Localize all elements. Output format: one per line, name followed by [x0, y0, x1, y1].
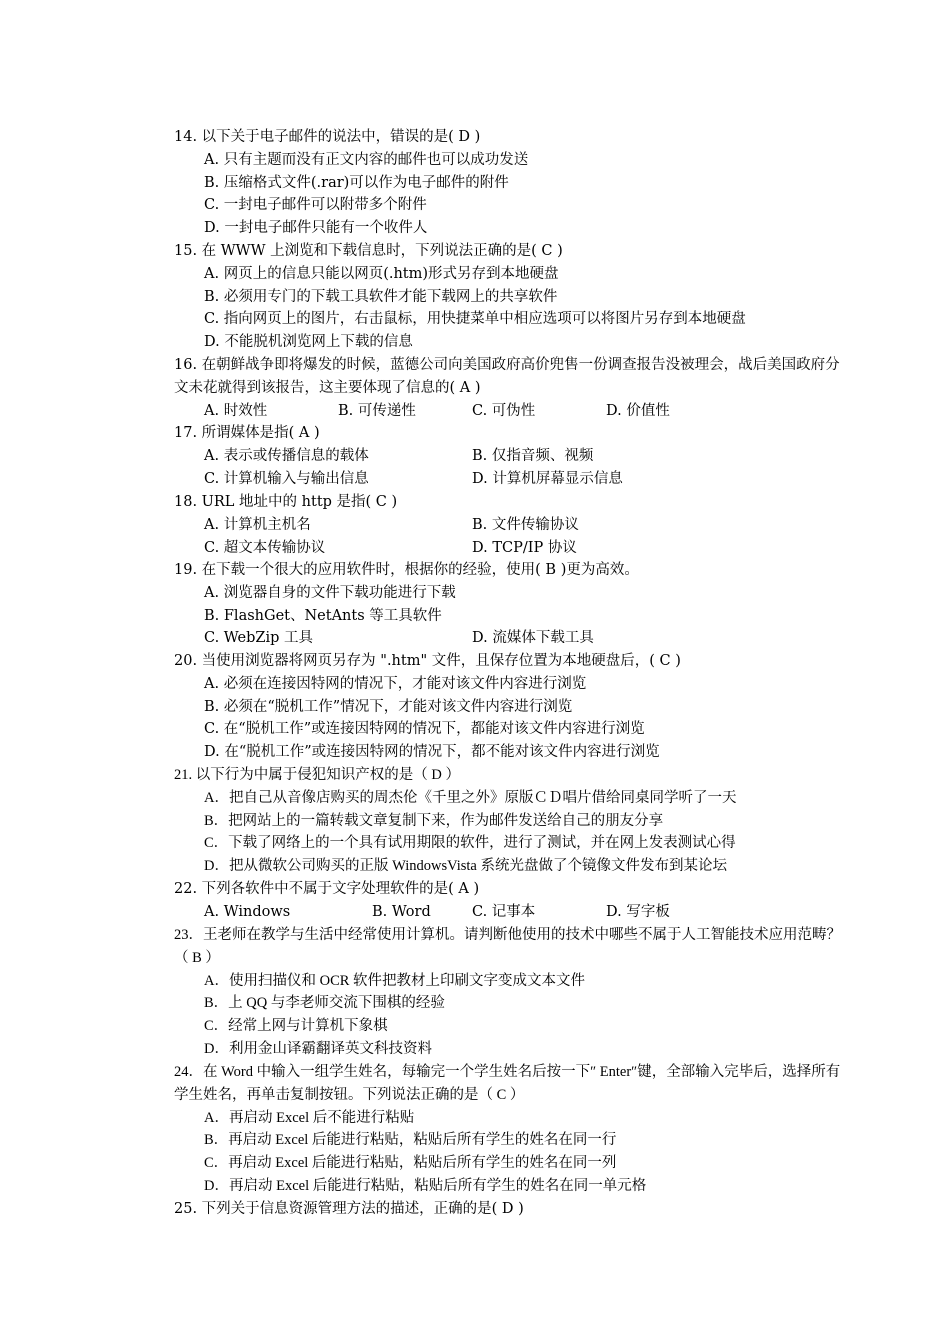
option-b: B．把网站上的一篇转载文章复制下来，作为邮件发送给自己的朋友分享 [204, 812, 664, 829]
option-a: A. 计算机主机名 [204, 516, 311, 533]
option-b: B. 可传递性 [338, 402, 416, 419]
option-a: A. 表示或传播信息的载体 [204, 447, 369, 464]
option-row [174, 901, 854, 924]
question-stem: 20. 当使用浏览器将网页另存为 ".htm" 文件，且保存位置为本地硬盘后，( C ) [174, 653, 681, 669]
question-25 [174, 1198, 854, 1221]
question-stem: 18. URL 地址中的 http 是指( C ) [174, 494, 398, 510]
option-a: A. 只有主题而没有正文内容的邮件也可以成功发送 [204, 151, 529, 168]
question-stem: 19. 在下载一个很大的应用软件时，根据你的经验，使用( B )更为高效。 [174, 562, 639, 578]
option-a: A. 浏览器自身的文件下载功能进行下载 [204, 584, 456, 601]
option-b: B. Word [372, 903, 431, 920]
option-row [174, 445, 854, 468]
question-stem: 23．王老师在教学与生活中经常使用计算机。请判断他使用的技术中哪些不属于人工智能技术应用范畴？（ B ） [174, 927, 841, 966]
question-stem: 15. 在 WWW 上浏览和下载信息时，下列说法正确的是( C ) [174, 243, 563, 259]
option-c: C. 在“脱机工作”或连接因特网的情况下，都能对该文件内容进行浏览 [204, 721, 645, 738]
option-a: A. 必须在连接因特网的情况下，才能对该文件内容进行浏览 [204, 675, 587, 692]
question-22 [174, 878, 854, 924]
option-b: B. 压缩格式文件(.rar)可以作为电子邮件的附件 [204, 174, 509, 191]
option-row [174, 514, 854, 537]
option-d: D. 不能脱机浏览网上下载的信息 [204, 334, 413, 351]
option-b: B．上 QQ 与李老师交流下围棋的经验 [204, 995, 445, 1012]
question-stem: 14. 以下关于电子邮件的说法中，错误的是( D ) [174, 129, 481, 145]
option-c: C. 指向网页上的图片，右击鼠标，用快捷菜单中相应选项可以将图片另存到本地硬盘 [204, 311, 746, 328]
option-d: D．再启动 Excel 后能进行粘贴，粘贴后所有学生的姓名在同一单元格 [204, 1177, 647, 1194]
question-stem: 22. 下列各软件中不属于文字处理软件的是( A ) [174, 881, 480, 897]
option-a: A．使用扫描仪和 OCR 软件把教材上印刷文字变成文本文件 [204, 972, 586, 989]
question-23 [174, 924, 854, 1061]
option-a: A．再启动 Excel 后不能进行粘贴 [204, 1109, 415, 1126]
option-a: A. 网页上的信息只能以网页(.htm)形式另存到本地硬盘 [204, 265, 559, 282]
option-d: D. 价值性 [606, 402, 670, 419]
option-c: C．经常上网与计算机下象棋 [204, 1018, 388, 1035]
option-d: D. 在“脱机工作”或连接因特网的情况下，都不能对该文件内容进行浏览 [204, 744, 660, 761]
option-row [174, 400, 854, 423]
option-b: B. 仅指音频、视频 [472, 447, 594, 464]
option-row [174, 468, 854, 491]
question-17 [174, 422, 854, 490]
question-stem: 24．在 Word 中输入一组学生姓名，每输完一个学生姓名后按一下″ Enter″键，全部输入完毕后，选择所有学生姓名，再单击复制按钮。下列说法正确的是（ C ） [174, 1064, 841, 1103]
question-21 [174, 764, 854, 878]
option-d: D. 一封电子邮件只能有一个收件人 [204, 220, 428, 237]
option-a: A. 时效性 [204, 402, 268, 419]
option-c: C. 一封电子邮件可以附带多个附件 [204, 197, 427, 214]
question-stem: 16. 在朝鲜战争即将爆发的时候，蓝德公司向美国政府高价兜售一份调查报告没被理会，战后美国政府分文未花就得到该报告，这主要体现了信息的( A ) [174, 357, 840, 396]
option-c: C. 可伪性 [472, 402, 536, 419]
option-d: D．把从微软公司购买的正版 WindowsVista 系统光盘做了个镜像文件发布到某论坛 [204, 858, 727, 875]
option-a: A．把自己从音像店购买的周杰伦《千里之外》原版ＣＤ唱片借给同桌同学听了一天 [204, 789, 737, 806]
option-d: D. 写字板 [606, 903, 670, 920]
option-b: B. 文件传输协议 [472, 516, 579, 533]
question-stem: 17. 所谓媒体是指( A ) [174, 425, 320, 441]
question-18 [174, 491, 854, 559]
option-row [174, 537, 854, 560]
option-a: A. Windows [204, 903, 291, 920]
question-19 [174, 559, 854, 650]
option-b: B．再启动 Excel 后能进行粘贴，粘贴后所有学生的姓名在同一行 [204, 1132, 617, 1149]
question-20 [174, 650, 854, 764]
option-c: C. 计算机输入与输出信息 [204, 470, 369, 487]
option-c: C．下载了网络上的一个具有试用期限的软件，进行了测试，并在网上发表测试心得 [204, 835, 736, 852]
option-d: D. 计算机屏幕显示信息 [472, 470, 623, 487]
question-stem: 21. 以下行为中属于侵犯知识产权的是（ D ） [174, 767, 460, 783]
question-15 [174, 240, 854, 354]
option-c: C．再启动 Excel 后能进行粘贴，粘贴后所有学生的姓名在同一列 [204, 1155, 617, 1172]
option-b: B. FlashGet、NetAnts 等工具软件 [204, 607, 442, 624]
option-b: B. 必须用专门的下载工具软件才能下载网上的共享软件 [204, 288, 558, 305]
option-d: D．利用金山译霸翻译英文科技资料 [204, 1040, 432, 1057]
option-b: B. 必须在“脱机工作”情况下，才能对该文件内容进行浏览 [204, 698, 573, 715]
option-c: C. 记事本 [472, 903, 536, 920]
question-stem: 25. 下列关于信息资源管理方法的描述，正确的是( D ) [174, 1201, 524, 1217]
option-d: D. 流媒体下载工具 [472, 630, 594, 647]
question-14 [174, 126, 854, 240]
option-c: C. WebZip 工具 [204, 630, 313, 647]
question-24 [174, 1061, 854, 1198]
option-row [174, 627, 854, 650]
option-c: C. 超文本传输协议 [204, 539, 326, 556]
option-d: D. TCP/IP 协议 [472, 539, 577, 556]
question-16 [174, 354, 854, 422]
